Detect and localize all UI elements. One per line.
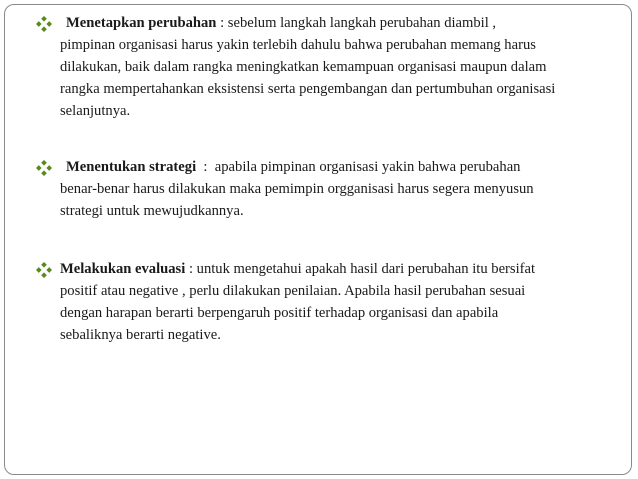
item-text-line: rangka mempertahankan eksistensi serta pengembangan dan pertumbuhan organisasi [60,81,556,97]
bullet-line [34,156,604,178]
item-text-line: sebaliknya berarti negative. [60,327,221,343]
item-text-line: sebelum langkah langkah perubahan diambil , [227,15,497,31]
item-term: Menetapkan perubahan [66,15,217,31]
item-term: Menentukan strategi [66,159,197,175]
item-text-line: strategi untuk mewujudkannya. [60,203,244,219]
bullet-item-menetapkan-perubahan [34,12,604,122]
item-text-line: positif atau negative , perlu dilakukan penilaian. Apabila hasil perubahan sesuai [60,283,526,299]
item-text-line: benar-benar harus dilakukan maka pemimpin orgganisasi harus segera menyusun [60,181,534,197]
item-text-line: dilakukan, baik dalam rangka meningkatkan kemampuan organisasi maupun dalam [60,59,547,75]
item-text-line: apabila pimpinan organisasi yakin bahwa perubahan [214,159,521,175]
bullet-item-melakukan-evaluasi [34,258,604,346]
item-text-line: selanjutnya. [60,103,131,119]
item-text-line: dengan harapan berarti berpengaruh positif terhadap organisasi dan apabila [60,305,499,321]
bullet-line [34,12,604,34]
item-separator: : [196,159,215,175]
item-term: Melakukan evaluasi [60,261,186,277]
item-text-line: pimpinan organisasi harus yakin terlebih dahulu bahwa perubahan memang harus [60,37,536,53]
bullet-line [34,258,604,280]
item-separator: : [216,15,228,31]
item-separator: : [185,261,197,277]
item-text-line: untuk mengetahui apakah hasil dari perubahan itu bersifat [196,261,536,277]
bullet-item-menentukan-strategi [34,156,604,222]
